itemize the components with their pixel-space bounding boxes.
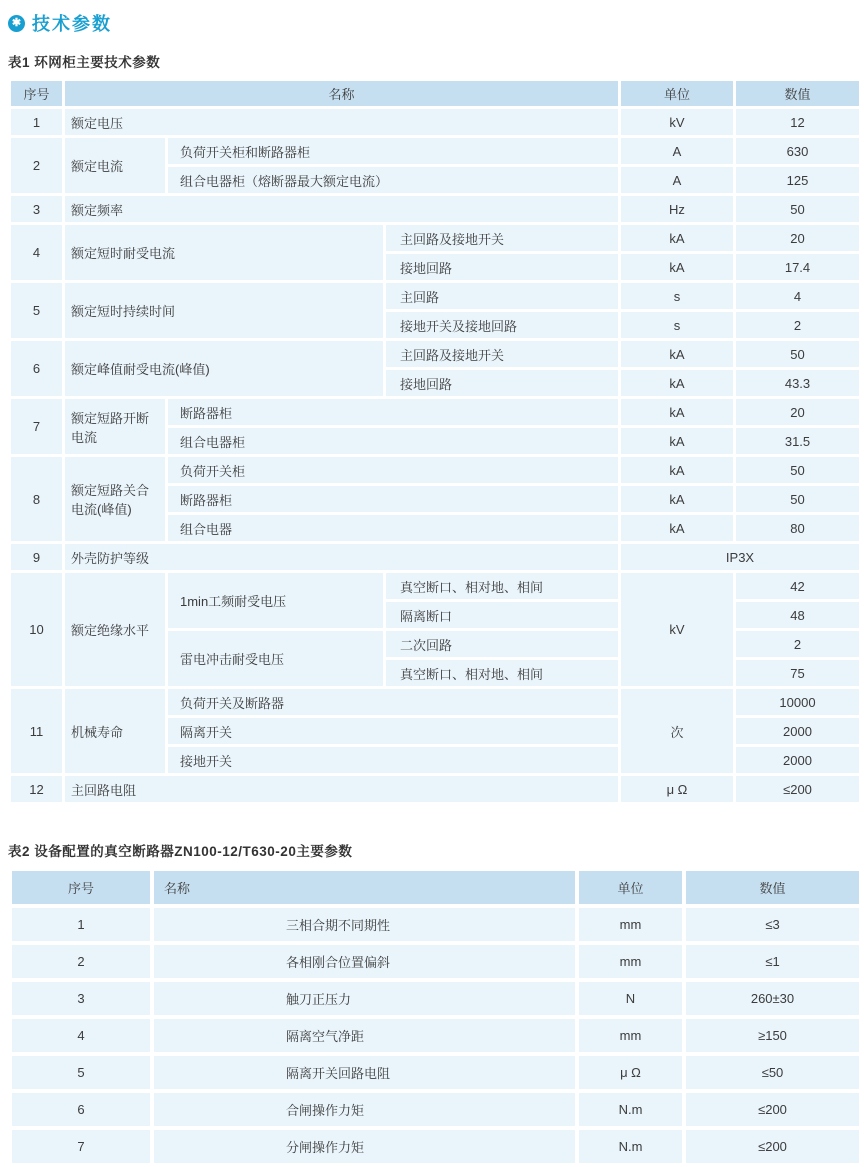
- name-cell: 额定频率: [64, 195, 620, 224]
- seq-cell: 10: [10, 572, 64, 688]
- unit-cell: kA: [620, 253, 735, 282]
- table-row: [10, 456, 861, 485]
- value-cell: 43.3: [735, 369, 861, 398]
- name-cell: 额定峰值耐受电流(峰值): [64, 340, 385, 398]
- seq-cell: 4: [10, 224, 64, 282]
- unit-cell: mm: [577, 906, 684, 943]
- value-cell: ≤200: [684, 1091, 861, 1128]
- column-header-unit: 单位: [577, 869, 684, 906]
- table-row: [10, 1017, 861, 1054]
- table-row: [10, 108, 861, 137]
- sub-name-cell: 接地回路: [385, 253, 620, 282]
- value-cell: 4: [735, 282, 861, 311]
- value-cell: 2000: [735, 717, 861, 746]
- value-cell: 50: [735, 195, 861, 224]
- table-row: [10, 943, 861, 980]
- sub-name-cell: 组合电器: [167, 514, 620, 543]
- value-cell: 2: [735, 311, 861, 340]
- table-row: [10, 1054, 861, 1091]
- table-row: [10, 1128, 861, 1165]
- sub-name-cell: 断路器柜: [167, 398, 620, 427]
- value-cell: 48: [735, 601, 861, 630]
- name-cell: 额定短时耐受电流: [64, 224, 385, 282]
- value-cell: 20: [735, 224, 861, 253]
- value-cell: ≤200: [735, 775, 861, 804]
- sub-name-cell: 1min工频耐受电压: [167, 572, 385, 630]
- seq-cell: 3: [10, 980, 152, 1017]
- unit-cell: s: [620, 282, 735, 311]
- unit-cell: kV: [620, 572, 735, 688]
- unit-cell: Hz: [620, 195, 735, 224]
- name-cell: 三相合期不同期性: [152, 906, 577, 943]
- name-cell: 隔离空气净距: [152, 1017, 577, 1054]
- value-cell: 42: [735, 572, 861, 601]
- table-row: [10, 688, 861, 717]
- sub-name-cell: 隔离开关: [167, 717, 620, 746]
- unit-cell: A: [620, 166, 735, 195]
- seq-cell: 8: [10, 456, 64, 543]
- name-cell: 隔离开关回路电阻: [152, 1054, 577, 1091]
- name-cell: 额定电压: [64, 108, 620, 137]
- name-cell: 额定电流: [64, 137, 167, 195]
- column-header-name: 名称: [152, 869, 577, 906]
- sub-name-cell: 接地开关及接地回路: [385, 311, 620, 340]
- value-cell: 2000: [735, 746, 861, 775]
- sub-name-cell: 负荷开关柜和断路器柜: [167, 137, 620, 166]
- unit-cell: N: [577, 980, 684, 1017]
- value-cell: 31.5: [735, 427, 861, 456]
- sub-name-cell: 主回路及接地开关: [385, 224, 620, 253]
- value-cell: 125: [735, 166, 861, 195]
- value-cell: 80: [735, 514, 861, 543]
- table1-header-row: [10, 80, 861, 108]
- value-cell: ≤200: [684, 1128, 861, 1165]
- table1-caption: 表1 环网柜主要技术参数: [8, 55, 161, 70]
- unit-cell: N.m: [577, 1128, 684, 1165]
- value-cell: 630: [735, 137, 861, 166]
- page-title: [8, 10, 859, 36]
- seq-cell: 5: [10, 282, 64, 340]
- value-cell: IP3X: [620, 543, 861, 572]
- name-cell: 触刀正压力: [152, 980, 577, 1017]
- name-cell: 外壳防护等级: [64, 543, 620, 572]
- sub-name-cell: 断路器柜: [167, 485, 620, 514]
- column-header-value: 数值: [735, 80, 861, 108]
- value-cell: ≤1: [684, 943, 861, 980]
- unit-cell: kV: [620, 108, 735, 137]
- unit-cell: A: [620, 137, 735, 166]
- value-cell: 10000: [735, 688, 861, 717]
- sub-name-cell: 真空断口、相对地、相间: [385, 659, 620, 688]
- value-cell: 20: [735, 398, 861, 427]
- seq-cell: 7: [10, 398, 64, 456]
- name-cell: 额定短时持续时间: [64, 282, 385, 340]
- table-row: [10, 572, 861, 601]
- seq-cell: 1: [10, 108, 64, 137]
- value-cell: 50: [735, 456, 861, 485]
- seq-cell: 12: [10, 775, 64, 804]
- unit-cell: kA: [620, 369, 735, 398]
- seq-cell: 5: [10, 1054, 152, 1091]
- value-cell: 12: [735, 108, 861, 137]
- value-cell: 260±30: [684, 980, 861, 1017]
- sub-name-cell: 隔离断口: [385, 601, 620, 630]
- name-cell: 机械寿命: [64, 688, 167, 775]
- sub-name-cell: 真空断口、相对地、相间: [385, 572, 620, 601]
- value-cell: 17.4: [735, 253, 861, 282]
- unit-cell: mm: [577, 943, 684, 980]
- unit-cell: kA: [620, 514, 735, 543]
- name-cell: 额定短路关合电流(峰值): [64, 456, 167, 543]
- table-row: [10, 137, 861, 166]
- table-row: [10, 1091, 861, 1128]
- value-cell: ≥150: [684, 1017, 861, 1054]
- table-row: [10, 543, 861, 572]
- sub-name-cell: 负荷开关柜: [167, 456, 620, 485]
- name-cell: 各相刚合位置偏斜: [152, 943, 577, 980]
- table2-header-row: [10, 869, 861, 906]
- table1: [8, 78, 862, 805]
- table-row: [10, 282, 861, 311]
- sub-name-cell: 二次回路: [385, 630, 620, 659]
- unit-cell: kA: [620, 456, 735, 485]
- name-cell: 分闸操作力矩: [152, 1128, 577, 1165]
- unit-cell: kA: [620, 485, 735, 514]
- table-row: [10, 906, 861, 943]
- column-header-name: 名称: [64, 80, 620, 108]
- unit-cell: μ Ω: [577, 1054, 684, 1091]
- unit-cell: kA: [620, 398, 735, 427]
- seq-cell: 11: [10, 688, 64, 775]
- table-row: [10, 980, 861, 1017]
- sub-name-cell: 组合电器柜（熔断器最大额定电流）: [167, 166, 620, 195]
- seq-cell: 3: [10, 195, 64, 224]
- unit-cell: kA: [620, 427, 735, 456]
- column-header-value: 数值: [684, 869, 861, 906]
- table-row: [10, 195, 861, 224]
- name-cell: 主回路电阻: [64, 775, 620, 804]
- value-cell: 2: [735, 630, 861, 659]
- table-row: [10, 775, 861, 804]
- table-row: [10, 398, 861, 427]
- unit-cell: kA: [620, 224, 735, 253]
- unit-cell: s: [620, 311, 735, 340]
- sub-name-cell: 接地回路: [385, 369, 620, 398]
- unit-cell: mm: [577, 1017, 684, 1054]
- value-cell: 50: [735, 485, 861, 514]
- sub-name-cell: 负荷开关及断路器: [167, 688, 620, 717]
- seq-cell: 1: [10, 906, 152, 943]
- table-row: [10, 340, 861, 369]
- seq-cell: 9: [10, 543, 64, 572]
- value-cell: ≤50: [684, 1054, 861, 1091]
- table-row: [10, 224, 861, 253]
- table2: [8, 867, 863, 1167]
- seq-cell: 2: [10, 137, 64, 195]
- seq-cell: 6: [10, 1091, 152, 1128]
- unit-cell: N.m: [577, 1091, 684, 1128]
- value-cell: 75: [735, 659, 861, 688]
- seq-cell: 6: [10, 340, 64, 398]
- sub-name-cell: 接地开关: [167, 746, 620, 775]
- unit-cell: μ Ω: [620, 775, 735, 804]
- seq-cell: 2: [10, 943, 152, 980]
- column-header-seq: 序号: [10, 80, 64, 108]
- value-cell: ≤3: [684, 906, 861, 943]
- seq-cell: 4: [10, 1017, 152, 1054]
- seq-cell: 7: [10, 1128, 152, 1165]
- page-title-text: 技术参数: [32, 14, 112, 34]
- name-cell: 额定绝缘水平: [64, 572, 167, 688]
- sub-name-cell: 雷电冲击耐受电压: [167, 630, 385, 688]
- name-cell: 合闸操作力矩: [152, 1091, 577, 1128]
- sub-name-cell: 组合电器柜: [167, 427, 620, 456]
- star-circle-icon: ✱: [8, 15, 25, 32]
- value-cell: 50: [735, 340, 861, 369]
- unit-cell: 次: [620, 688, 735, 775]
- table2-caption: 表2 设备配置的真空断路器ZN100-12/T630-20主要参数: [8, 844, 353, 859]
- sub-name-cell: 主回路及接地开关: [385, 340, 620, 369]
- sub-name-cell: 主回路: [385, 282, 620, 311]
- column-header-unit: 单位: [620, 80, 735, 108]
- unit-cell: kA: [620, 340, 735, 369]
- name-cell: 额定短路开断电流: [64, 398, 167, 456]
- column-header-seq: 序号: [10, 869, 152, 906]
